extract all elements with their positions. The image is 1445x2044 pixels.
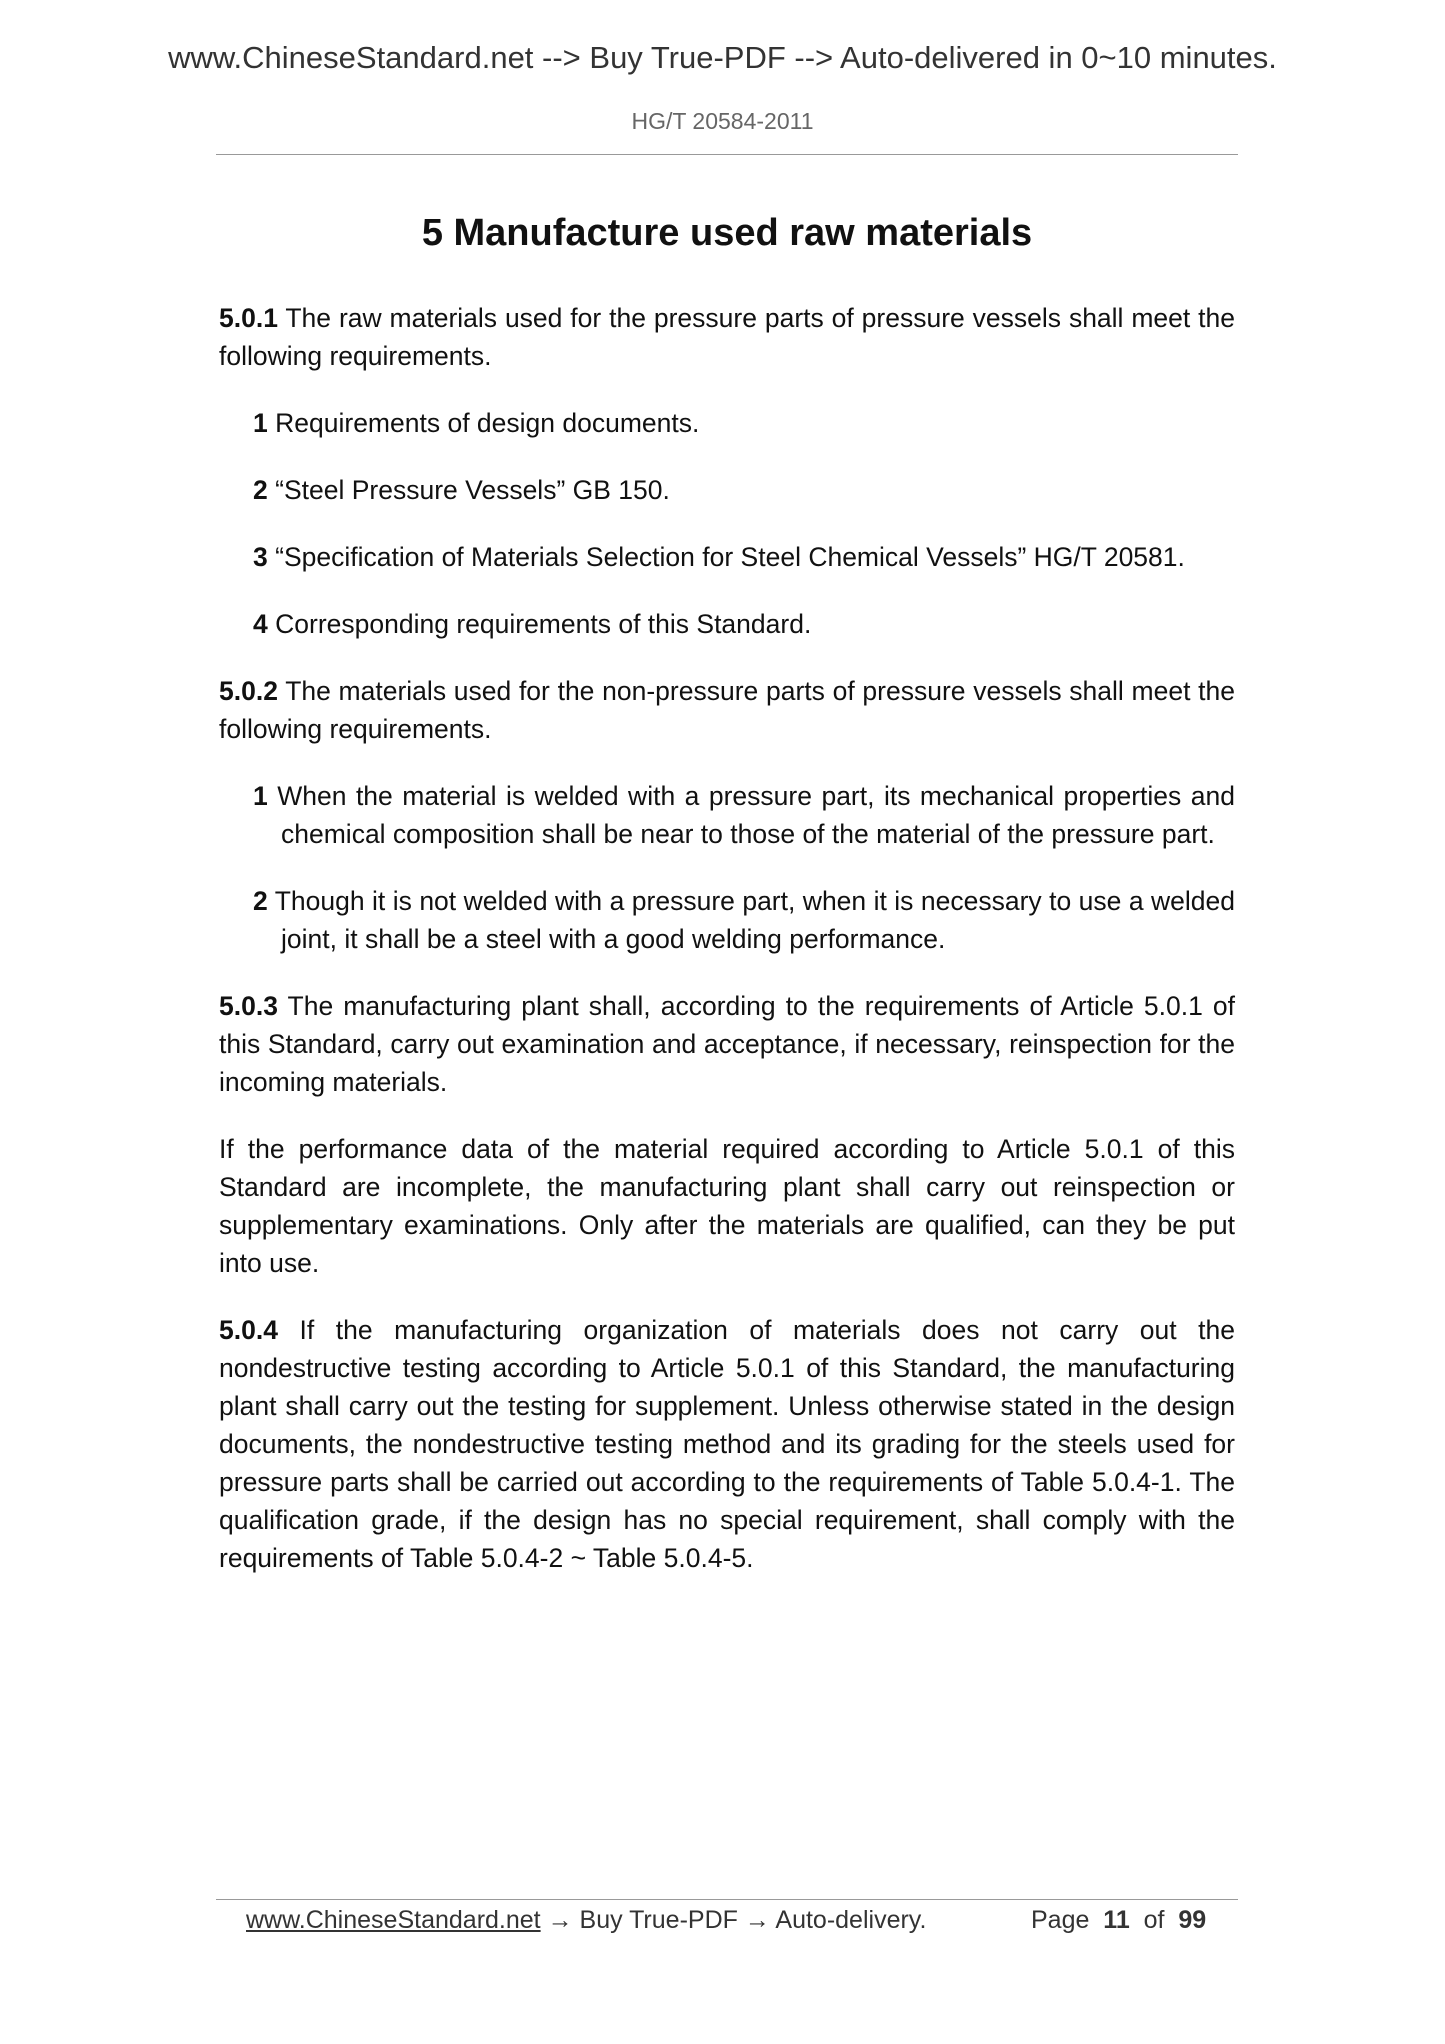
item-number: 2 <box>253 886 268 916</box>
item-text: Corresponding requirements of this Standard. <box>275 609 812 639</box>
footer-site-link[interactable]: www.ChineseStandard.net <box>246 1906 541 1934</box>
list-item <box>253 471 1235 509</box>
item-number: 2 <box>253 475 268 505</box>
page-content <box>219 212 1235 1606</box>
item-text: When the material is welded with a pressure part, its mechanical properties and chemical composition shall be near to those of the material of the pressure part. <box>277 781 1235 849</box>
page-footer <box>246 1906 1207 1935</box>
top-banner: www.ChineseStandard.net --> Buy True-PDF --> Auto-delivered in 0~10 minutes. <box>168 40 1277 75</box>
document-code: HG/T 20584-2011 <box>631 108 814 134</box>
header-divider <box>216 154 1238 155</box>
item-number: 4 <box>253 609 268 639</box>
list-item <box>253 605 1235 643</box>
item-text: Though it is not welded with a pressure part, when it is necessary to use a welded joint, it shall be a steel with a good welding performance. <box>274 886 1235 954</box>
page-label: Page <box>1031 1906 1090 1934</box>
item-text: Requirements of design documents. <box>275 408 700 438</box>
item-number: 1 <box>253 408 268 438</box>
clause-number: 5.0.3 <box>219 991 278 1021</box>
footer-divider <box>216 1899 1238 1900</box>
item-text: “Steel Pressure Vessels” GB 150. <box>275 475 670 505</box>
chapter-title: 5 Manufacture used raw materials <box>421 212 1033 254</box>
clause-number: 5.0.4 <box>219 1315 278 1345</box>
clause-text: The manufacturing plant shall, according to the requirements of Article 5.0.1 of this Standard, carry out examination and acceptance, if necessary, reinspection for the incoming materials. <box>219 991 1235 1097</box>
clause-5-0-3 <box>219 987 1235 1101</box>
clause-number: 5.0.2 <box>219 676 278 706</box>
page-current: 11 <box>1103 1906 1130 1934</box>
clause-number: 5.0.1 <box>219 303 278 333</box>
item-number: 3 <box>253 542 268 572</box>
footer-buy-text: → Buy True-PDF → Auto-delivery. <box>540 1906 927 1934</box>
clause-5-0-1 <box>219 299 1235 375</box>
item-number: 1 <box>253 781 268 811</box>
clause-5-0-4 <box>219 1311 1235 1577</box>
clause-text: If the manufacturing organization of materials does not carry out the nondestructive testing according to Article 5.0.1 of this Standard, the manufacturing plant shall carry out the testing for supplement. Unless otherwise stated in the design documents, the nondestructive testing method and its grading for the steels used for pressure parts shall be carried out according to the requirements of Table 5.0.4-1. The qualification grade, if the design has no special requirement, shall comply with the requirements of Table 5.0.4-2 ~ Table 5.0.4-5. <box>219 1315 1235 1573</box>
clause-text: The raw materials used for the pressure parts of pressure vessels shall meet the following requirements. <box>219 303 1235 371</box>
page-total: 99 <box>1178 1906 1207 1934</box>
page-of: of <box>1143 1906 1165 1934</box>
clause-text: The materials used for the non-pressure parts of pressure vessels shall meet the following requirements. <box>219 676 1235 744</box>
page-number <box>1031 1906 1206 1935</box>
list-item <box>253 777 1235 853</box>
clause-5-0-3-followup: If the performance data of the material required according to Article 5.0.1 of this Standard are incomplete, the manufacturing plant shall carry out reinspection or supplementary examinations. Only after the materials are qualified, can they be put into use. <box>219 1134 1235 1278</box>
list-item <box>253 882 1235 958</box>
list-item <box>253 404 1235 442</box>
clause-5-0-2 <box>219 672 1235 748</box>
list-item <box>253 538 1235 576</box>
item-text: “Specification of Materials Selection for Steel Chemical Vessels” HG/T 20581. <box>275 542 1185 572</box>
